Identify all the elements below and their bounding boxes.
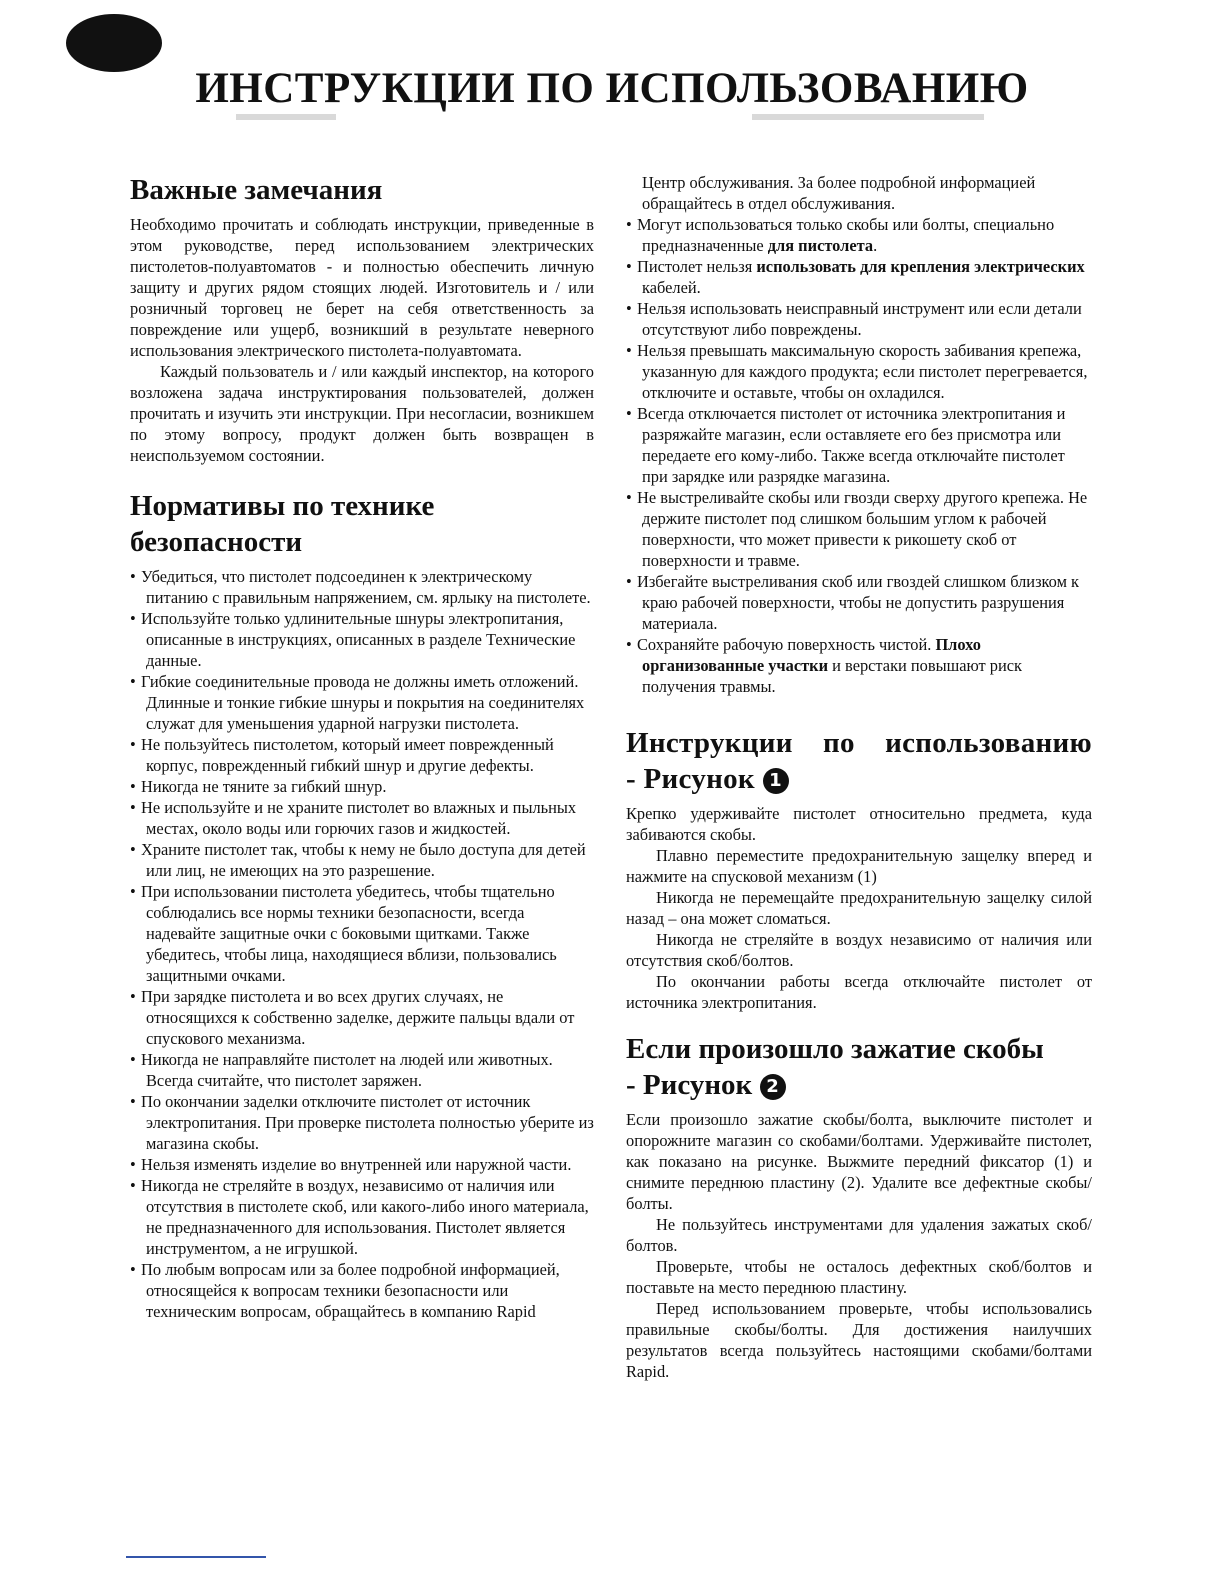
list-item: • Убедиться, что пистолет подсоединен к электрическому питанию с правильным напряжением, см. ярлыку на пистолете. (130, 567, 591, 607)
list-item-text: Нельзя превышать максимальную скорость забивания крепежа, указанную для каждого продукта; если пистолет перегревается, отключите и оставьте, чтобы он охладился. (637, 341, 1088, 402)
list-item-text: Храните пистолет так, чтобы к нему не было доступа для детей или лиц, не имеющих на это разрешение. (141, 840, 586, 880)
section-title-line: Если произошло зажатие скобы (626, 1033, 1044, 1065)
paragraph: Не пользуйтесь инструментами для удаления зажатых скоб/ болтов. (626, 1215, 1092, 1255)
list-item-text: Пистолет нельзя (637, 257, 757, 276)
list-item-text: Нельзя использовать неисправный инструмент или если детали отсутствуют либо повреждены. (637, 299, 1082, 339)
list-item: • Используйте только удлинительные шнуры электропитания, описанные в инструкциях, описанных в разделе Технические данные. (130, 609, 576, 670)
section-title-line: Инструкции по использованию (626, 727, 1092, 759)
list-item: • Могут использоваться только скобы или болты, специально предназначенные для пистолета. (626, 215, 1055, 255)
list-item: • При использовании пистолета убедитесь, чтобы тщательно соблюдались все нормы техники безопасности, всегда надевайте защитные очки с боковыми щитками. Также убедитесь, чтобы лица, находящиеся вблизи, пользовались защитными очками. (130, 882, 557, 985)
list-item-text: Убедиться, что пистолет подсоединен к электрическому питанию с правильным напряжением, см. ярлыку на пистолете. (141, 567, 591, 607)
list-item-text: Могут использоваться только скобы или болты, специально предназначенные (637, 215, 1055, 255)
list-item: • Никогда не направляйте пистолет на людей или животных. Всегда считайте, что пистолет заряжен. (130, 1050, 553, 1090)
list-item: • Не используйте и не храните пистолет во влажных и пыльных местах, около воды или горючих газов и жидкостей. (130, 798, 577, 838)
paragraph: Плавно переместите предохранительную защелку вперед и нажмите на спусковой механизм (1) (626, 846, 1092, 886)
safety-list-continued (626, 214, 1092, 697)
list-item: • Сохраняйте рабочую поверхность чистой. Плохо организованные участки и верстаки повышают риск получения травмы. (626, 635, 1023, 696)
list-item-text: кабелей. (642, 278, 701, 297)
faded-subtitle-line (236, 114, 336, 120)
list-item: • Не пользуйтесь пистолетом, который имеет поврежденный корпус, поврежденный гибкий шнур и другие дефекты. (130, 735, 554, 775)
paragraph: Необходимо прочитать и соблюдать инструкции, приведенные в этом руководстве, перед использованием электрических пистолетов-полуавтоматов - и полностью обеспечить личную защиту и других рядом стоящих людей. Изготовитель и / или розничный торговец не берет на себя ответственность за повреждение или ущерб, возникший в результате неверного использования электрического пистолета-полуавтомата. (130, 215, 594, 360)
section-title-important-notes: Важные замечания (130, 174, 383, 206)
list-item-text: Всегда отключается пистолет от источника электропитания и разряжайте магазин, если оставляете его без присмотра или передаете его кому-либо. Также всегда отключайте пистолет при зарядке или разрядке магазина. (637, 404, 1066, 486)
list-item-text: и верстаки повышают риск получения травмы. (642, 656, 1023, 696)
bold-text: использовать для крепления электрических (756, 257, 1085, 276)
safety-list (130, 566, 594, 1322)
paragraph: Если произошло зажатие скобы/болта, выключите пистолет и опорожните магазин со скобами/болтами. Удерживайте пистолет, как показано на рисунке. Выжмите передний фиксатор (1) и снимите переднюю пластину (2). Удалите все дефектные скобы/болты. (626, 1110, 1092, 1213)
section-title-line: Нормативы по технике (130, 490, 435, 522)
section-title-line: безопасности (130, 526, 303, 558)
paragraph: Никогда не перемещайте предохранительную защелку силой назад – она может сломаться. (626, 888, 1092, 928)
list-item-text: Не выстреливайте скобы или гвозди сверху другого крепежа. Не держите пистолет под слишком большим углом к рабочей поверхности, что может привести к рикошету скоб от поверхности и травме. (637, 488, 1088, 570)
list-item-text: Гибкие соединительные провода не должны иметь отложений. Длинные и тонкие гибкие шнуры и покрытия на соединителях служат для уменьшения ударной нагрузки пистолета. (141, 672, 585, 733)
figure-number-badge: 1 (763, 768, 789, 794)
list-item: • Никогда не стреляйте в воздух, независимо от наличия или отсутствия в пистолете скоб, или какого-либо иного материала, не предназначенного для использования. Пистолет является инструментом, а не игрушкой. (130, 1176, 589, 1258)
list-item: • Нельзя использовать неисправный инструмент или если детали отсутствуют либо повреждены. (626, 299, 1082, 339)
right-column (626, 172, 1092, 1382)
list-item: • Нельзя изменять изделие во внутренней или наружной части. (130, 1155, 572, 1174)
paragraph: Крепко удерживайте пистолет относительно предмета, куда забиваются скобы. (626, 804, 1092, 844)
list-item-text: Не используйте и не храните пистолет во влажных и пыльных местах, около воды или горючих газов и жидкостей. (141, 798, 577, 838)
paragraph: Каждый пользователь и / или каждый инспектор, на которого возложена задача инструктирования пользователей, должен прочитать и изучить эти инструкции. При несогласии, возникшем по этому вопросу, продукт должен быть возвращен в неиспользуемом состоянии. (130, 362, 594, 465)
list-item-text: . (873, 236, 878, 255)
list-item: • Пистолет нельзя использовать для крепления электрических кабелей. (626, 257, 1085, 297)
section-title-usage (626, 725, 1092, 797)
list-item: • Избегайте выстреливания скоб или гвоздей слишком близком к краю рабочей поверхности, чтобы не допустить разрушения материала. (626, 572, 1080, 633)
list-item-text: Никогда не стреляйте в воздух, независимо от наличия или отсутствия в пистолете скоб, или какого-либо иного материала, не предназначенного для использования. Пистолет является инструментом, а не игрушкой. (141, 1176, 589, 1258)
list-item-text: Никогда не тяните за гибкий шнур. (141, 777, 387, 796)
list-item: • Никогда не тяните за гибкий шнур. (130, 777, 387, 796)
paragraph: Перед использованием проверьте, чтобы использовались правильные скобы/болты. Для достижения наилучших результатов всегда пользуйтесь настоящими скобами/болтами Rapid. (626, 1299, 1092, 1381)
list-item-text: По любым вопросам или за более подробной информацией, относящейся к вопросам техники безопасности или техническим вопросам, обращайтесь в компанию Rapid (141, 1260, 560, 1321)
section-title-line: - Рисунок (626, 763, 755, 795)
list-item-text: При зарядке пистолета и во всех других случаях, не относящихся к собственно заделке, держите пальцы вдали от спускового механизма. (141, 987, 575, 1048)
section-title-jam (626, 1031, 1092, 1103)
footnote-rule (126, 1556, 266, 1558)
list-item: • По окончании заделки отключите пистолет от источник электропитания. При проверке пистолета полностью уберите из магазина скобы. (130, 1092, 594, 1153)
list-item: • Не выстреливайте скобы или гвозди сверху другого крепежа. Не держите пистолет под слишком большим углом к рабочей поверхности, что может привести к рикошету скоб от поверхности и травме. (626, 488, 1088, 570)
list-item-text: По окончании заделки отключите пистолет от источник электропитания. При проверке пистолета полностью уберите из магазина скобы. (141, 1092, 594, 1153)
figure-number-badge: 2 (760, 1074, 786, 1100)
left-column (130, 172, 594, 1322)
list-item: • Гибкие соединительные провода не должны иметь отложений. Длинные и тонкие гибкие шнуры и покрытия на соединителях служат для уменьшения ударной нагрузки пистолета. (130, 672, 585, 733)
list-item-text: Не пользуйтесь пистолетом, который имеет поврежденный корпус, поврежденный гибкий шнур и другие дефекты. (141, 735, 554, 775)
section-title-safety-rules (130, 488, 594, 560)
list-item-text: Избегайте выстреливания скоб или гвоздей слишком близком к краю рабочей поверхности, чтобы не допустить разрушения материала. (637, 572, 1080, 633)
list-item-text: Нельзя изменять изделие во внутренней или наружной части. (141, 1155, 572, 1174)
continued-text: Центр обслуживания. За более подробной информацией обращайтесь в отдел обслуживания. (642, 173, 1036, 213)
bold-text: Плохо организованные участки (642, 635, 981, 675)
page-title: ИНСТРУКЦИИ ПО ИСПОЛЬЗОВАНИЮ (195, 65, 1029, 112)
paragraph: По окончании работы всегда отключайте пистолет от источника электропитания. (626, 972, 1092, 1012)
list-item: • Храните пистолет так, чтобы к нему не было доступа для детей или лиц, не имеющих на это разрешение. (130, 840, 586, 880)
bold-text: для пистолета (767, 236, 874, 255)
faded-subtitle-line (752, 114, 984, 120)
list-item: • Всегда отключается пистолет от источника электропитания и разряжайте магазин, если оставляете его без присмотра или передаете его кому-либо. Также всегда отключайте пистолет при зарядке или разрядке магазина. (626, 404, 1066, 486)
list-item-text: Сохраняйте рабочую поверхность чистой. (637, 635, 936, 654)
list-item-text: При использовании пистолета убедитесь, чтобы тщательно соблюдались все нормы техники безопасности, всегда надевайте защитные очки с боковыми щитками. Также убедитесь, чтобы лица, находящиеся вблизи, пользовались защитными очками. (141, 882, 557, 985)
section-title-line: - Рисунок (626, 1069, 753, 1101)
paragraph: Никогда не стреляйте в воздух независимо от наличия или отсутствия скоб/болтов. (626, 930, 1092, 970)
list-item-text: Никогда не направляйте пистолет на людей или животных. Всегда считайте, что пистолет заряжен. (141, 1050, 553, 1090)
paragraph: Проверьте, чтобы не осталось дефектных скоб/болтов и поставьте на место переднюю пластину. (626, 1257, 1092, 1297)
list-item-text: Используйте только удлинительные шнуры электропитания, описанные в инструкциях, описанных в разделе Технические данные. (141, 609, 576, 670)
list-item: • При зарядке пистолета и во всех других случаях, не относящихся к собственно заделке, держите пальцы вдали от спускового механизма. (130, 987, 575, 1048)
list-item: • По любым вопросам или за более подробной информацией, относящейся к вопросам техники безопасности или техническим вопросам, обращайтесь в компанию Rapid (130, 1260, 560, 1321)
list-item: • Нельзя превышать максимальную скорость забивания крепежа, указанную для каждого продукта; если пистолет перегревается, отключите и оставьте, чтобы он охладился. (626, 341, 1088, 402)
